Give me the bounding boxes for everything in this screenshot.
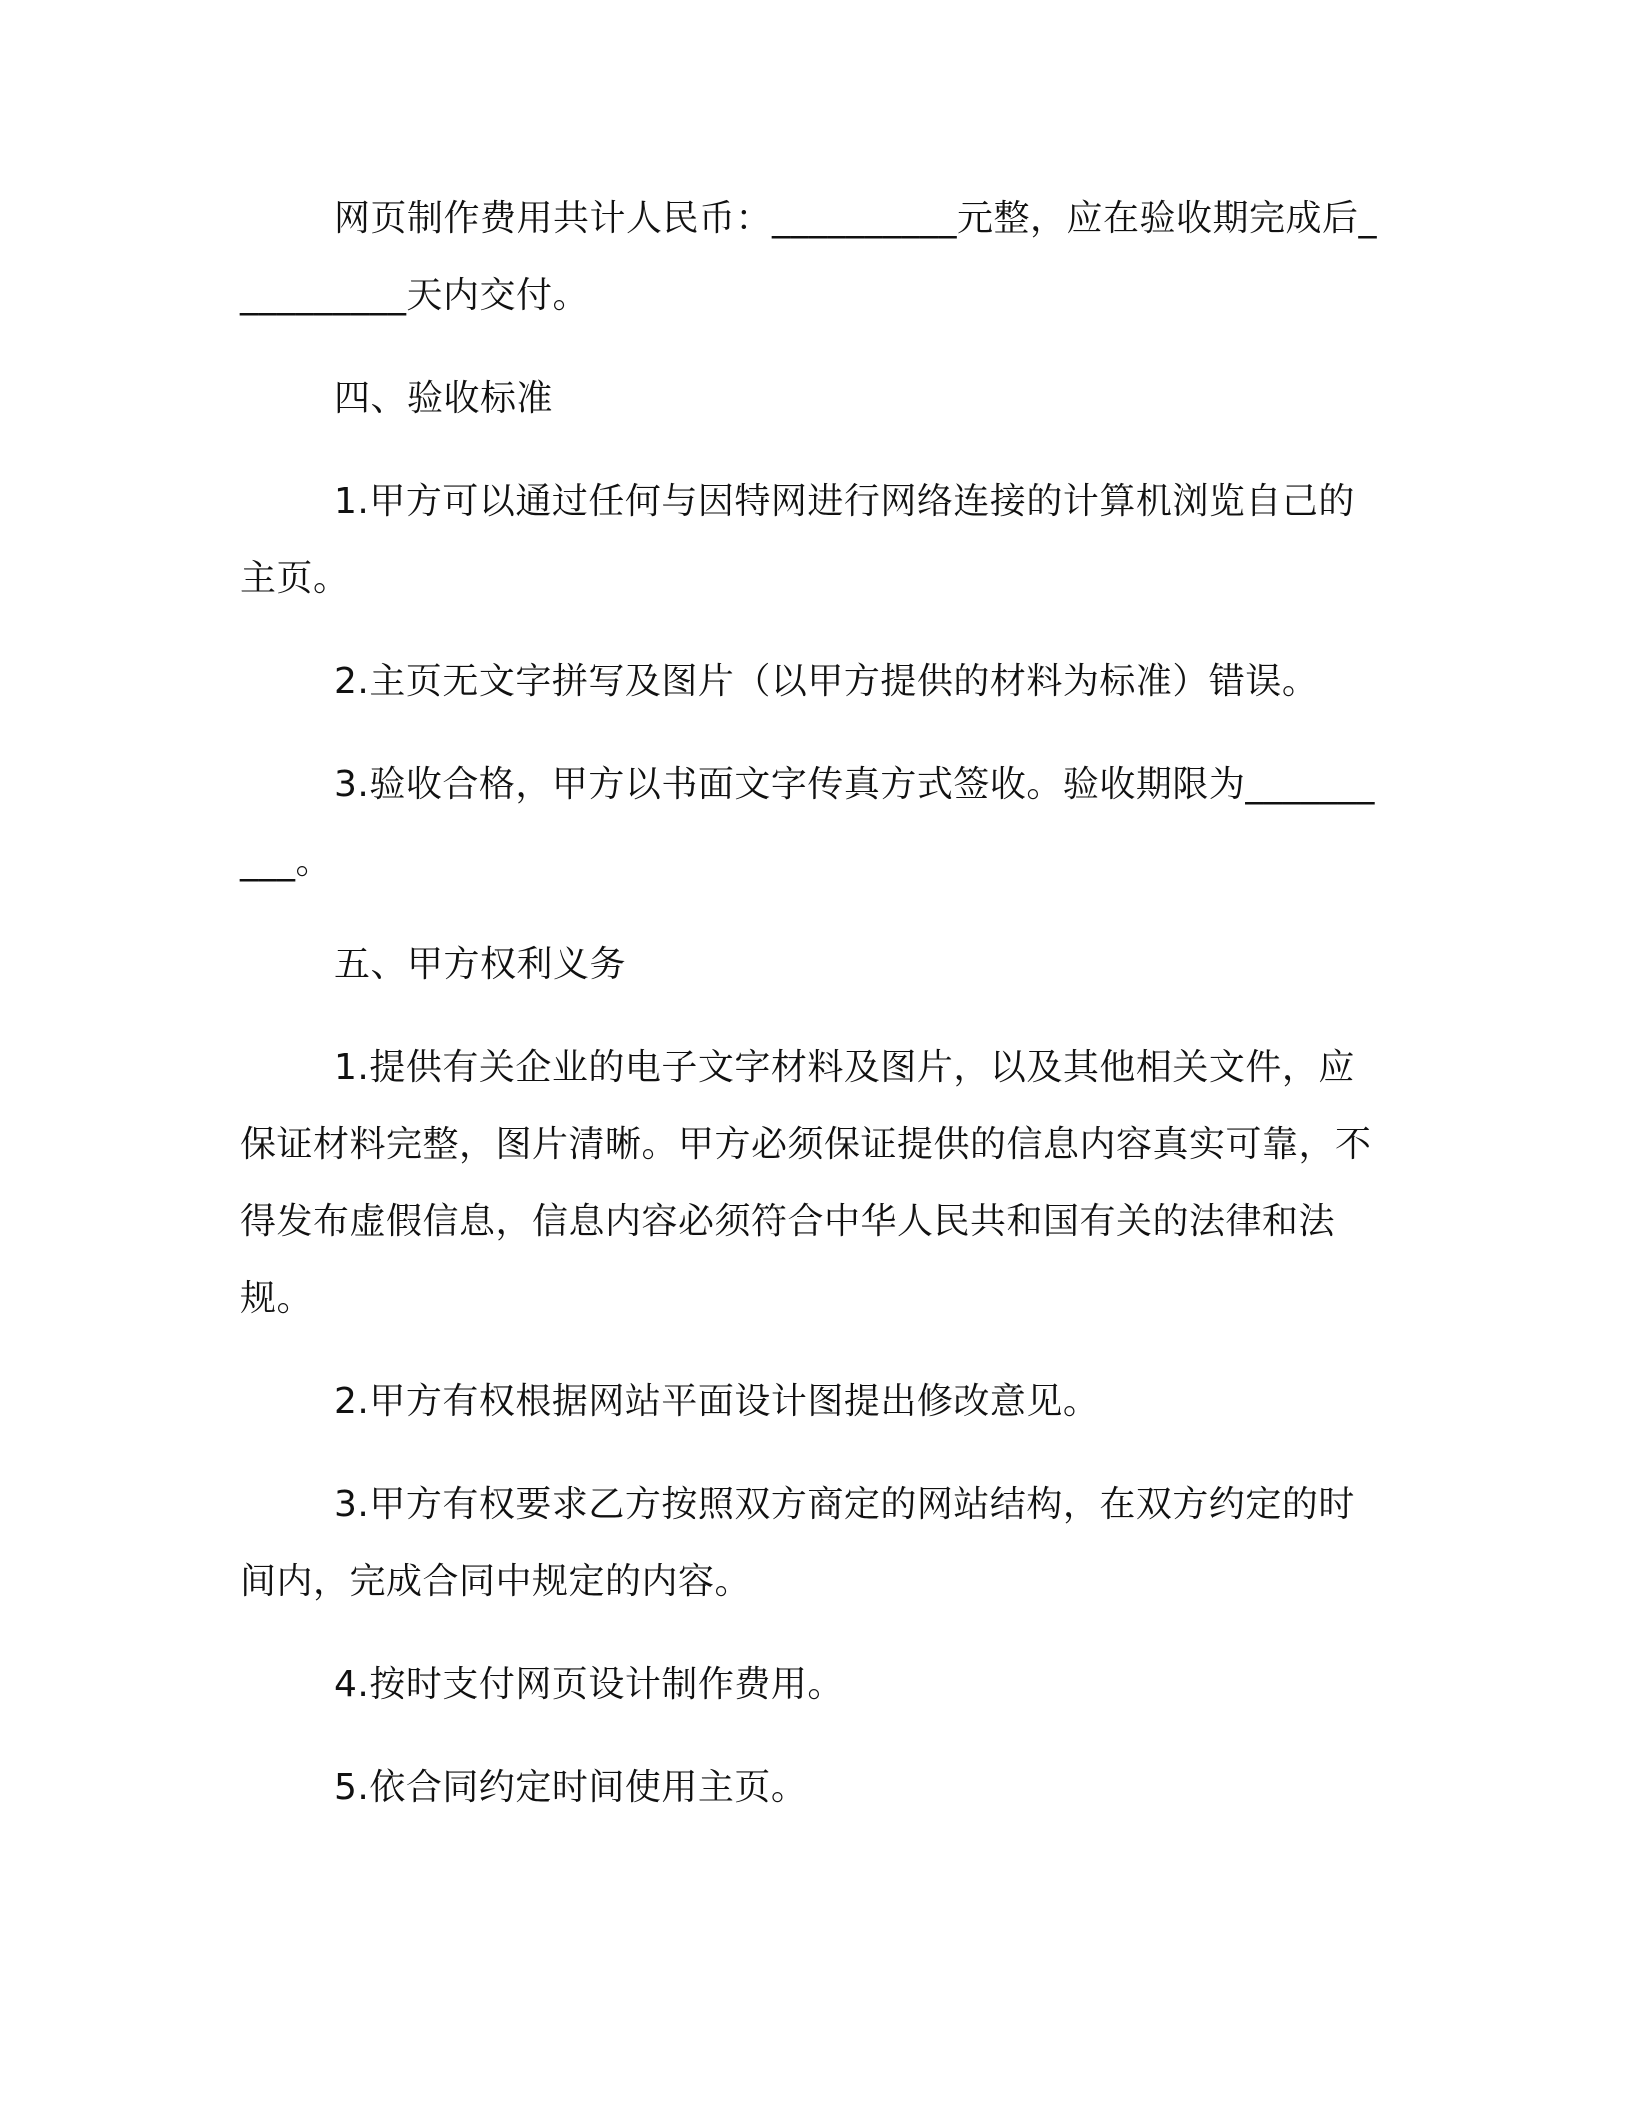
party-a-obligation-4: 4.按时支付网页设计制作费用。 [334, 1664, 844, 1705]
party-a-obligation-1: 1.提供有关企业的电子文字材料及图片，以及其他相关文件，应保证材料完整，图片清晰。甲方必须保证提供的信息内容真实可靠，不得发布虚假信息，信息内容必须符合中华人民共和国有关的法律和法规。 [240, 1047, 1372, 1319]
document-body [240, 180, 1380, 1852]
acceptance-item-1: 1.甲方可以通过任何与因特网进行网络连接的计算机浏览自己的主页。 [240, 481, 1355, 599]
acceptance-item-2: 2.主页无文字拼写及图片（以甲方提供的材料为标准）错误。 [334, 661, 1319, 702]
party-a-obligation-2: 2.甲方有权根据网站平面设计图提出修改意见。 [334, 1381, 1100, 1422]
party-a-obligation-3: 3.甲方有权要求乙方按照双方商定的网站结构，在双方约定的时间内，完成合同中规定的内容。 [240, 1484, 1355, 1602]
section-heading-party-a-rights: 五、甲方权利义务 [334, 944, 627, 985]
payment-terms-paragraph: 网页制作费用共计人民币：__________元整，应在验收期完成后__________天内交付。 [240, 198, 1378, 316]
party-a-obligation-5: 5.依合同约定时间使用主页。 [334, 1767, 808, 1808]
acceptance-item-3: 3.验收合格，甲方以书面文字传真方式签收。验收期限为__________。 [240, 764, 1375, 882]
section-heading-acceptance-standards: 四、验收标准 [334, 378, 554, 419]
